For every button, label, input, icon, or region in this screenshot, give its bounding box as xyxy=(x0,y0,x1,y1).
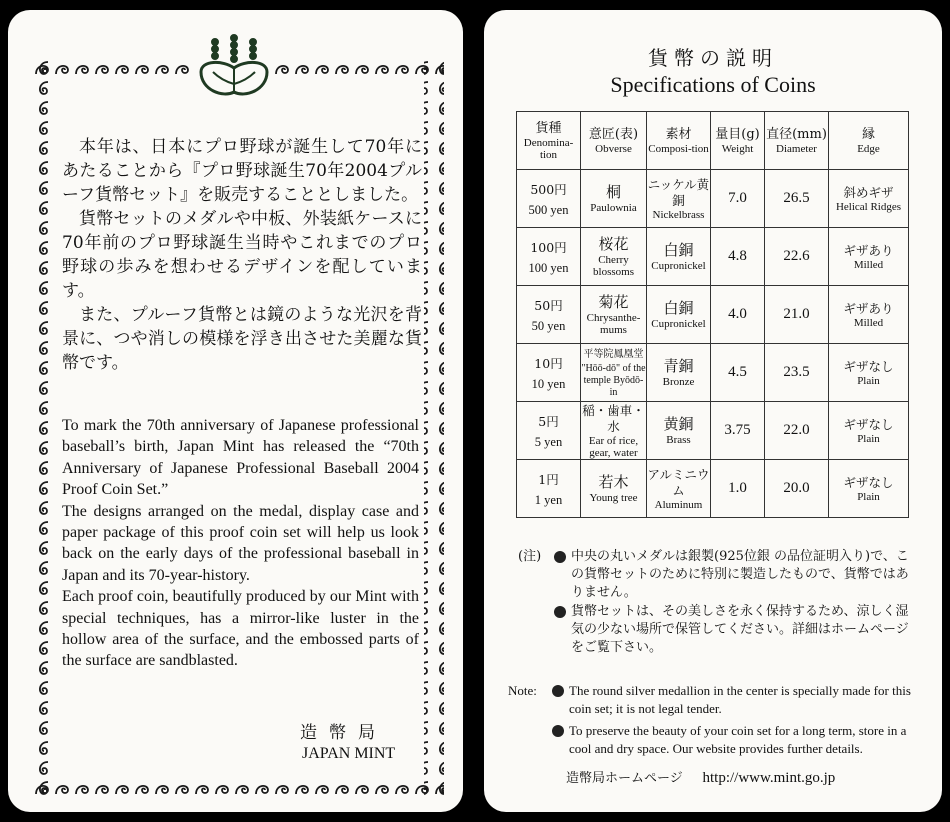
cell-obverse: 桐 Paulownia xyxy=(581,170,647,228)
cell-edge: ギザあり Milled xyxy=(829,286,909,344)
table-row xyxy=(517,460,909,518)
cell-edge: ギザあり Milled xyxy=(829,228,909,286)
note-item-jp: 貨幣セットは、その美しさを永く保持するため、涼しく湿気の少ない場所で保管してください。詳細はホームページをご覧下さい。 xyxy=(554,603,918,657)
cell-denomination: 500円 500 yen xyxy=(517,170,581,228)
jp-paragraph: 貨幣セットのメダルや中板、外装紙ケースに70年前のプロ野球誕生当時やこれまでのプロ野球の歩みを想わせるデザインを配しています。 xyxy=(62,209,422,301)
bullet-icon xyxy=(552,685,564,697)
table-row xyxy=(517,402,909,460)
bullet-icon xyxy=(554,551,566,563)
english-description xyxy=(62,415,419,672)
en-paragraph: Each proof coin, beautifully produced by our Mint with special techniques, has a mirror-like luster in the hollow area of the surface, and the embossed parts of the surface are sandblasted. xyxy=(62,588,419,670)
cell-weight: 4.0 xyxy=(711,286,765,344)
note-item-jp: 中央の丸いメダルは銀製(925位銀 の品位証明入り)で、この貨幣セットのために特別に製造したもので、貨幣ではありません。 xyxy=(554,548,918,602)
cell-obverse: 稲・歯車・水 Ear of rice, gear, water xyxy=(582,402,645,459)
table-row xyxy=(517,170,909,228)
header-composition: 素材 Composi-tion xyxy=(647,112,711,170)
notes-en xyxy=(508,682,918,758)
bullet-icon xyxy=(554,606,566,618)
cell-obverse: 若木 Young tree xyxy=(581,460,647,518)
cell-composition: ニッケル黄銅 Nickelbrass xyxy=(647,170,711,228)
header-diameter: 直径(mm) Diameter xyxy=(765,112,829,170)
table-header-row xyxy=(517,112,909,170)
japanese-description xyxy=(62,135,422,375)
table-row xyxy=(517,228,909,286)
jp-paragraph: また、プルーフ貨幣とは鏡のような光沢を背景に、つや消しの模様を浮き出させた美麗な貨幣です。 xyxy=(62,305,422,373)
cell-weight: 3.75 xyxy=(711,402,765,460)
header-obverse: 意匠(表) Obverse xyxy=(581,112,647,170)
website-footer xyxy=(566,767,835,787)
paulownia-crest-icon xyxy=(193,32,275,102)
cell-composition: 白銅 Cupronickel xyxy=(647,286,711,344)
notes-jp xyxy=(518,548,918,657)
cell-edge: ギザなし Plain xyxy=(829,402,909,460)
website-url[interactable]: http://www.mint.go.jp xyxy=(702,770,836,786)
table-row xyxy=(517,344,909,402)
right-card xyxy=(484,10,942,812)
cell-denomination: 10円 10 yen xyxy=(517,344,581,402)
title-jp: 貨幣の説明 xyxy=(648,46,778,70)
note-label-en: Note: xyxy=(508,683,537,698)
cell-composition: 黄銅 Brass xyxy=(647,402,711,460)
table-row xyxy=(517,286,909,344)
footer-label: 造幣局ホームページ xyxy=(566,771,683,786)
note-item-en: The round silver medallion in the center is specially made for this coin set; it is not legal tender. xyxy=(552,682,918,718)
cell-denomination: 50円 50 yen xyxy=(517,286,581,344)
header-edge: 縁 Edge xyxy=(829,112,909,170)
cell-diameter: 22.6 xyxy=(765,228,829,286)
cell-denomination: 5円 5 yen xyxy=(517,402,581,460)
cell-weight: 7.0 xyxy=(711,170,765,228)
cell-weight: 1.0 xyxy=(711,460,765,518)
jp-paragraph: 本年は、日本にプロ野球が誕生して70年にあたることから『プロ野球誕生70年2004プルーフ貨幣セット』を販売することとしました。 xyxy=(62,137,422,205)
cell-weight: 4.5 xyxy=(711,344,765,402)
cell-obverse: 菊花 Chrysanthe-mums xyxy=(581,286,647,344)
cell-composition: アルミニウム Aluminum xyxy=(647,460,711,518)
cell-weight: 4.8 xyxy=(711,228,765,286)
title-en: Specifications of Coins xyxy=(610,72,816,97)
cell-diameter: 22.0 xyxy=(765,402,829,460)
note-label-jp: (注) xyxy=(518,549,542,564)
cell-diameter: 26.5 xyxy=(765,170,829,228)
en-paragraph: The designs arranged on the medal, display case and paper package of this proof coin set will help us look back on the early days of the professional baseball in Japan and its 70-year-history. xyxy=(62,502,419,584)
cell-diameter: 21.0 xyxy=(765,286,829,344)
cell-obverse: 桜花 Cherry blossoms xyxy=(581,228,647,286)
cell-composition: 白銅 Cupronickel xyxy=(647,228,711,286)
cell-obverse: 平等院鳳凰堂 "Hōō-dō" of the temple Byōdō-in xyxy=(581,344,647,402)
cell-denomination: 100円 100 yen xyxy=(517,228,581,286)
coin-spec-table xyxy=(516,111,909,518)
cell-edge: 斜めギザ Helical Ridges xyxy=(829,170,909,228)
signature-en: JAPAN MINT xyxy=(302,745,396,762)
cell-diameter: 20.0 xyxy=(765,460,829,518)
cell-denomination: 1円 1 yen xyxy=(517,460,581,518)
cell-composition: 青銅 Bronze xyxy=(647,344,711,402)
cell-diameter: 23.5 xyxy=(765,344,829,402)
cell-edge: ギザなし Plain xyxy=(829,344,909,402)
cell-edge: ギザなし Plain xyxy=(829,460,909,518)
bullet-icon xyxy=(552,725,564,737)
header-denomination: 貨種 Denomina-tion xyxy=(517,112,581,170)
signature-jp: 造幣局 xyxy=(300,723,387,743)
header-weight: 量目(g) Weight xyxy=(711,112,765,170)
en-paragraph: To mark the 70th anniversary of Japanese professional baseball’s birth, Japan Mint has released the “70th Anniversary of Japanese Professional Baseball 2004 Proof Coin Set.” xyxy=(62,417,419,499)
note-item-en: To preserve the beauty of your coin set for a long term, store in a cool and dry space. Our website provides further details. xyxy=(552,722,918,758)
left-card xyxy=(8,10,463,812)
